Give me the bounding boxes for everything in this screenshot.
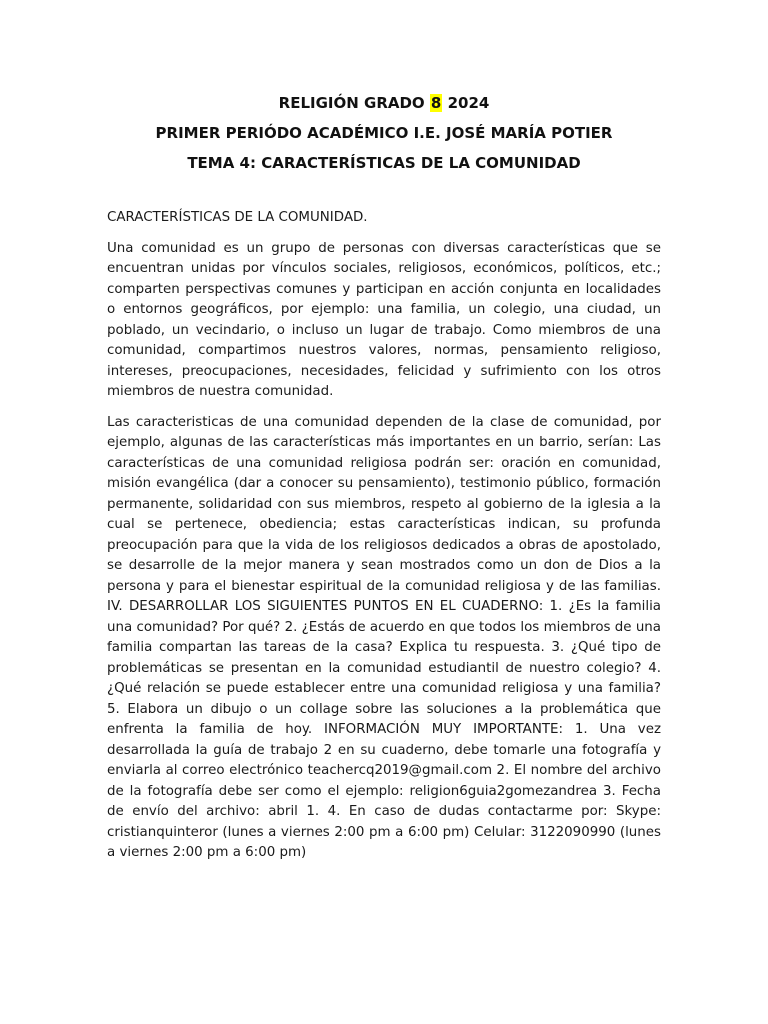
period-title: PRIMER PERIÓDO ACADÉMICO I.E. JOSÉ MARÍA POTIER bbox=[155, 124, 613, 142]
title-year: 2024 bbox=[442, 94, 490, 112]
title-prefix: RELIGIÓN GRADO bbox=[278, 94, 430, 112]
paragraph-2: Las caracteristicas de una comunidad dependen de la clase de comunidad, por ejemplo, algunas de las características más importantes en un barrio, serían: Las características de una comunidad religiosa podrán ser: oración en comunidad, misión evangélica (dar a conocer su pensamiento), testimonio público, formación permanente, solidaridad con sus miembros, respeto al gobierno de la iglesia a la cual se pertenece, obediencia; estas características indican, su profunda preocupación para que la vida de los religiosos dedicados a obras de apostolado, se desarrolle de la mejor manera y sean mostrados como un don de Dios a la persona y para el bienestar espiritual de la comunidad religiosa y de las familias. IV. DESARROLLAR LOS SIGUIENTES PUNTOS EN EL CUADERNO: 1. ¿Es la familia una comunidad? Por qué? 2. ¿Estás de acuerdo en que todos los miembros de una familia compartan las tareas de la casa? Explica tu respuesta. 3. ¿Qué tipo de problemáticas se presentan en la comunidad estudiantil de nuestro colegio? 4. ¿Qué relación se puede establecer entre una comunidad religiosa y una familia? 5. Elabora un dibujo o un collage sobre las soluciones a la problemática que enfrenta la familia de hoy. INFORMACIÓN MUY IMPORTANTE: 1. Una vez desarrollada la guía de trabajo 2 en su cuaderno, debe tomarle una fotografía y enviarla al correo electrónico teachercq2019@gmail.com 2. El nombre del archivo de la fotografía debe ser como el ejemplo: religion6guia2gomezandrea 3. Fecha de envío del archivo: abril 1. 4. En caso de dudas contactarme por: Skype: cristianquinteror (lunes a viernes 2:00 pm a 6:00 pm) Celular: 3122090990 (lunes a viernes 2:00 pm a 6:00 pm) bbox=[107, 414, 661, 860]
topic-title: TEMA 4: CARACTERÍSTICAS DE LA COMUNIDAD bbox=[187, 154, 581, 172]
section-heading: CARACTERÍSTICAS DE LA COMUNIDAD. bbox=[107, 210, 368, 225]
title-block bbox=[0, 88, 768, 178]
paragraph-1: Una comunidad es un grupo de personas con diversas características que se encuentran unidas por vínculos sociales, religiosos, económicos, políticos, etc.; comparten perspectivas comunes y participan en acción conjunta en localidades o entornos geográficos, por ejemplo: una familia, un colegio, una ciudad, un poblado, un vecindario, o incluso un lugar de trabajo. Como miembros de una comunidad, compartimos nuestros valores, normas, pensamiento religioso, intereses, preocupaciones, necesidades, felicidad y sufrimiento con los otros miembros de nuestra comunidad. bbox=[107, 240, 661, 399]
document-body bbox=[107, 208, 661, 874]
document-title bbox=[0, 88, 768, 118]
grade-highlight: 8 bbox=[430, 94, 442, 112]
